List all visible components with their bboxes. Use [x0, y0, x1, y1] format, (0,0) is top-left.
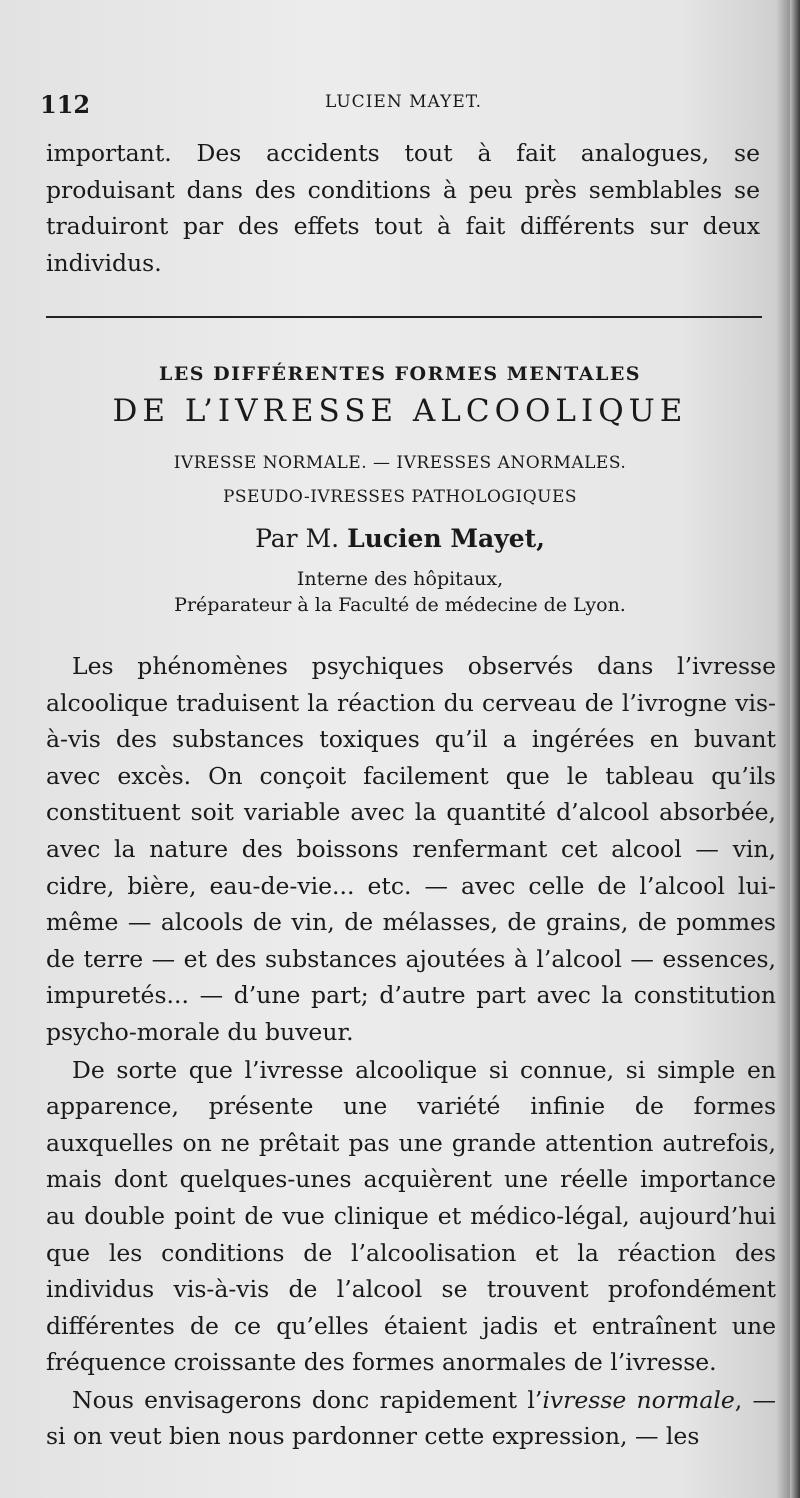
author-name: Lucien Mayet, [347, 524, 545, 553]
section-divider [46, 316, 762, 318]
continued-paragraph: important. Des accidents tout à fait analogues, se produisant dans des conditions à peu près semblables se traduiront par des effets tout à fait différents sur deux individus. [46, 139, 760, 277]
paragraph-3-start: Nous envisagerons donc rapidement l’ [72, 1385, 543, 1414]
author-affiliation-2: Préparateur à la Faculté de médecine de Lyon. [174, 594, 626, 616]
paragraph-1: Les phénomènes psychiques observés dans l’ivresse alcoolique traduisent la réaction du cerveau de l’ivrogne vis-à-vis des substances toxiques qu’il a ingérées en buvant avec excès. On conçoit facilement que le tableau qu’ils constituent soit variable avec la quantité d’alcool absorbée, avec la nature des boissons renfermant cet alcool — vin, cidre, bière, eau-de-vie... etc. — avec celle de l’alcool lui-même — alcools de vin, de mélasses, de grains, de pommes de terre — et des substances ajoutées à l’alcool — essences, impuretés... — d’une part; d’autre part avec la constitution psycho-morale du buveur. [46, 652, 776, 1046]
article-title-line2: DE L’IVRESSE ALCOOLIQUE [112, 393, 688, 429]
paragraph-3-italic: ivresse normale [542, 1385, 735, 1414]
paragraph-3-end: , — si on veut bien nous pardonner cette expression, — les [46, 1385, 776, 1451]
author-prefix: Par M. [255, 524, 340, 553]
article-subtitle-2: PSEUDO-IVRESSES PATHOLOGIQUES [222, 487, 578, 507]
article-body [46, 648, 776, 1455]
paragraph-2: De sorte que l’ivresse alcoolique si connue, si simple en apparence, présente une variété infinie de formes auxquelles on ne prêtait pas une grande attention autrefois, mais dont quelques-unes acquièrent une réelle importance au double point de vue clinique et médico-légal, aujourd’hui que les conditions de l’alcoolisation et la réaction des individus vis-à-vis de l’alcool se trouvent profondément différentes de ce qu’elles étaient jadis et entraînent une fréquence croissante des formes anormales de l’ivresse. [46, 1055, 776, 1377]
article-title-line1: LES DIFFÉRENTES FORMES MENTALES [158, 363, 642, 385]
page-edge [790, 0, 800, 1498]
author-line [0, 524, 800, 553]
page-header [40, 90, 760, 120]
paragraph-3 [46, 1382, 776, 1455]
page-number: 112 [40, 90, 91, 119]
running-head: LUCIEN MAYET. [325, 92, 482, 112]
article-subtitle-1: IVRESSE NORMALE. — IVRESSES ANORMALES. [173, 453, 627, 473]
author-affiliation-1: Interne des hôpitaux, [296, 568, 504, 590]
